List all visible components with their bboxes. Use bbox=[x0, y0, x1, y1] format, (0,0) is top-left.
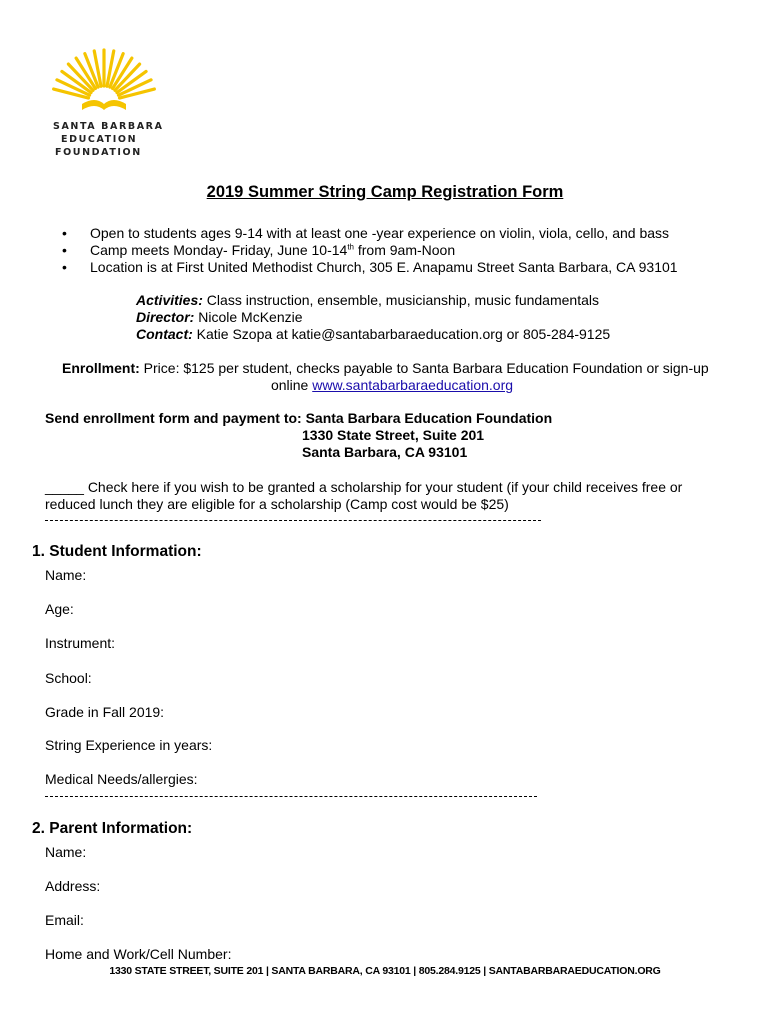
student-instrument-field[interactable]: Instrument: bbox=[45, 635, 116, 651]
bullet-icon: • bbox=[62, 242, 67, 258]
student-info-heading: 1. Student Information: bbox=[32, 543, 202, 560]
send-to-label: Send enrollment form and payment to: Santa Barbara Education Foundation bbox=[45, 410, 553, 426]
student-experience-field[interactable]: String Experience in years: bbox=[45, 737, 213, 753]
logo-line-2: EDUCATION bbox=[61, 134, 138, 145]
student-grade-field[interactable]: Grade in Fall 2019: bbox=[45, 704, 165, 720]
parent-info-heading: 2. Parent Information: bbox=[32, 820, 193, 837]
website-link[interactable]: www.santabarbaraeducation.org bbox=[312, 377, 514, 393]
divider bbox=[45, 796, 537, 797]
parent-address-field[interactable]: Address: bbox=[45, 878, 101, 894]
enrollment-label: Enrollment: bbox=[62, 360, 140, 376]
student-name-field[interactable]: Name: bbox=[45, 567, 87, 583]
student-age-field[interactable]: Age: bbox=[45, 601, 74, 617]
sunburst-book-icon bbox=[40, 44, 170, 114]
camp-details-list bbox=[62, 225, 702, 276]
student-medical-field[interactable]: Medical Needs/allergies: bbox=[45, 771, 198, 787]
divider bbox=[45, 520, 541, 521]
list-item bbox=[62, 225, 702, 242]
bullet-location: Location is at First United Methodist Church, 305 E. Anapamu Street Santa Barbara, CA 93101 bbox=[90, 259, 678, 275]
activities-line: Activities: Class instruction, ensemble, musicianship, music fundamentals bbox=[136, 292, 599, 308]
list-item bbox=[62, 259, 702, 276]
parent-email-field[interactable]: Email: bbox=[45, 912, 84, 928]
list-item bbox=[62, 242, 702, 259]
enrollment-price: Price: $125 per student, checks payable to Santa Barbara Education Foundation or sign-up bbox=[139, 360, 709, 376]
logo-line-1: SANTA BARBARA bbox=[53, 121, 164, 132]
foundation-logo bbox=[40, 44, 170, 159]
scholarship-checkbox-line[interactable]: _____ Check here if you wish to be granted a scholarship for your student (if your child receives free or reduced lunch they are eligible for a scholarship (Camp cost would be $25) bbox=[45, 479, 683, 512]
parent-phone-field[interactable]: Home and Work/Cell Number: bbox=[45, 946, 232, 962]
enrollment-info: Enrollment: Price: $125 per student, checks payable to Santa Barbara Education Foundation or sign-up online www.santabarbaraeducation.org bbox=[62, 360, 709, 393]
bullet-icon: • bbox=[62, 225, 67, 241]
camp-info-block bbox=[136, 292, 610, 343]
send-to-address: 1330 State Street, Suite 201 Santa Barbara, CA 93101 bbox=[302, 427, 485, 460]
logo-line-3: FOUNDATION bbox=[55, 147, 142, 158]
director-line: Director: Nicole McKenzie bbox=[136, 309, 303, 325]
bullet-schedule: Camp meets Monday- Friday, June 10-14th from 9am-Noon bbox=[90, 242, 456, 258]
contact-line: Contact: Katie Szopa at katie@santabarbaraeducation.org or 805-284-9125 bbox=[136, 326, 611, 342]
form-title: 2019 Summer String Camp Registration Form bbox=[206, 183, 564, 201]
parent-name-field[interactable]: Name: bbox=[45, 844, 87, 860]
bullet-icon: • bbox=[62, 259, 67, 275]
page-footer: 1330 STATE STREET, SUITE 201 | SANTA BARBARA, CA 93101 | 805.284.9125 | SANTABARBARAEDUCATION.ORG bbox=[109, 965, 661, 977]
bullet-ages: Open to students ages 9-14 with at least one -year experience on violin, viola, cello, and bass bbox=[90, 225, 670, 241]
student-school-field[interactable]: School: bbox=[45, 670, 92, 686]
